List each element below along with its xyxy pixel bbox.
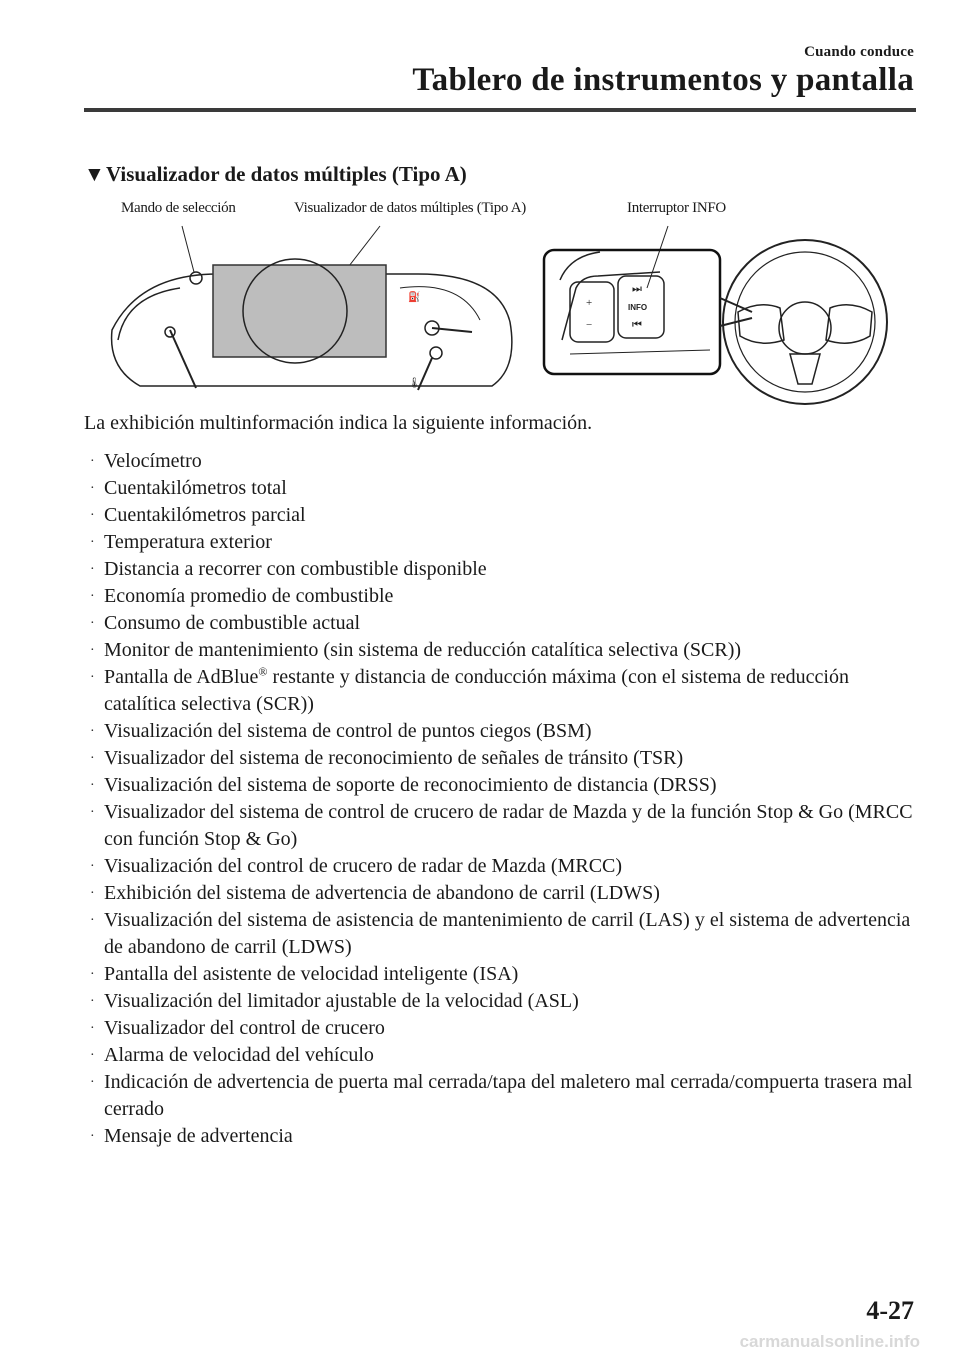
bullet-icon: · [90, 778, 95, 793]
triangle-icon: ▼ [84, 162, 105, 186]
bullet-icon: · [90, 1021, 95, 1036]
registered-mark: ® [258, 664, 268, 679]
instrument-cluster-illustration [100, 200, 890, 410]
list-item-text: Visualización del control de crucero de radar de Mazda (MRCC) [104, 855, 623, 877]
list-item-text: Consumo de combustible actual [104, 612, 361, 634]
list-item-text: Alarma de velocidad del vehículo [104, 1044, 374, 1066]
svg-text:⏮: ⏮ [632, 319, 642, 331]
list-item [84, 961, 914, 988]
list-item [84, 880, 914, 907]
svg-text:+: + [586, 297, 593, 309]
bullet-icon: · [90, 724, 95, 739]
list-item-text: Visualización del sistema de asistencia de mantenimiento de carril (LAS) y el sistema de advertencia de abandono de carril (LDWS) [104, 909, 911, 958]
list-item [84, 610, 914, 637]
list-item-text: Visualizador del sistema de reconocimiento de señales de tránsito (TSR) [104, 747, 684, 769]
list-item-text: Temperatura exterior [104, 531, 272, 553]
list-item-text: Pantalla de AdBlue [104, 666, 259, 688]
list-item [84, 1123, 914, 1150]
list-item-text: Mensaje de advertencia [104, 1125, 293, 1147]
subheading-text: Visualizador de datos múltiples (Tipo A) [106, 162, 467, 186]
bullet-icon: · [90, 859, 95, 874]
list-item [84, 772, 914, 799]
list-item-text: Visualización del limitador ajustable de la velocidad (ASL) [104, 990, 579, 1012]
bullet-icon: · [90, 562, 95, 577]
list-item-text: Cuentakilómetros parcial [104, 504, 306, 526]
bullet-icon: · [90, 1075, 95, 1090]
list-item [84, 745, 914, 772]
bullet-icon: · [90, 994, 95, 1009]
list-item [84, 1069, 914, 1123]
bullet-icon: · [90, 1048, 95, 1063]
bullet-icon: · [90, 535, 95, 550]
list-item-text: Economía promedio de combustible [104, 585, 394, 607]
list-item-text: Indicación de advertencia de puerta mal cerrada/tapa del maletero mal cerrada/compuerta trasera mal cerrado [104, 1071, 913, 1120]
list-item [84, 583, 914, 610]
header-rule [84, 108, 916, 112]
bullet-icon: · [90, 886, 95, 901]
watermark: carmanualsonline.info [739, 1332, 920, 1351]
list-item [84, 907, 914, 961]
subheading [84, 162, 467, 187]
list-item [84, 556, 914, 583]
bullet-icon: · [90, 481, 95, 496]
list-item [84, 664, 914, 718]
bullet-icon: · [90, 508, 95, 523]
list-item [84, 502, 914, 529]
bullet-icon: · [90, 1129, 95, 1144]
list-item [84, 448, 914, 475]
list-item [84, 988, 914, 1015]
list-item-text: Visualizador del control de crucero [104, 1017, 385, 1039]
list-item-text: Distancia a recorrer con combustible disponible [104, 558, 487, 580]
bullet-icon: · [90, 670, 95, 685]
list-item [84, 475, 914, 502]
list-item-text: Pantalla del asistente de velocidad inteligente (ISA) [104, 963, 519, 985]
list-item-text: Cuentakilómetros total [104, 477, 287, 499]
info-button-label: INFO [628, 303, 648, 312]
section-label: Cuando conduce [804, 44, 914, 60]
page-title: Tablero de instrumentos y pantalla [412, 62, 914, 98]
svg-text:🌡: 🌡 [408, 378, 421, 389]
list-item [84, 853, 914, 880]
svg-text:−: − [586, 319, 593, 331]
list-item-text: Visualización del sistema de soporte de reconocimiento de distancia (DRSS) [104, 774, 717, 796]
list-item-text: Monitor de mantenimiento (sin sistema de reducción catalítica selectiva (SCR)) [104, 639, 742, 661]
bullet-icon: · [90, 751, 95, 766]
list-item [84, 799, 914, 853]
callout-selector: Mando de selección [121, 200, 236, 216]
list-item [84, 637, 914, 664]
info-list [84, 448, 914, 1150]
page-number: 4-27 [866, 1296, 914, 1325]
list-item-text: Velocímetro [104, 450, 202, 472]
bullet-icon: · [90, 967, 95, 982]
svg-text:⛽: ⛽ [408, 292, 421, 303]
list-item [84, 718, 914, 745]
callout-display: Visualizador de datos múltiples (Tipo A) [294, 200, 526, 216]
bullet-icon: · [90, 805, 95, 820]
list-item [84, 1042, 914, 1069]
bullet-icon: · [90, 616, 95, 631]
list-item [84, 1015, 914, 1042]
callout-info-switch: Interruptor INFO [627, 200, 726, 216]
list-item-text: Exhibición del sistema de advertencia de abandono de carril (LDWS) [104, 882, 660, 904]
intro-text: La exhibición multinformación indica la siguiente información. [84, 412, 593, 434]
instrument-figure [100, 200, 890, 410]
list-item-text: Visualización del sistema de control de puntos ciegos (BSM) [104, 720, 592, 742]
svg-text:⏭: ⏭ [632, 283, 642, 295]
list-item [84, 529, 914, 556]
list-item-text: restante y distancia de conducción máxima (con el sistema de reducción catalítica selectiva (SCR)) [104, 666, 849, 715]
list-item-text: Visualizador del sistema de control de crucero de radar de Mazda y de la función Stop & Go (MRCC con función Stop & Go) [104, 801, 913, 850]
bullet-icon: · [90, 589, 95, 604]
bullet-icon: · [90, 643, 95, 658]
bullet-icon: · [90, 454, 95, 469]
bullet-icon: · [90, 913, 95, 928]
